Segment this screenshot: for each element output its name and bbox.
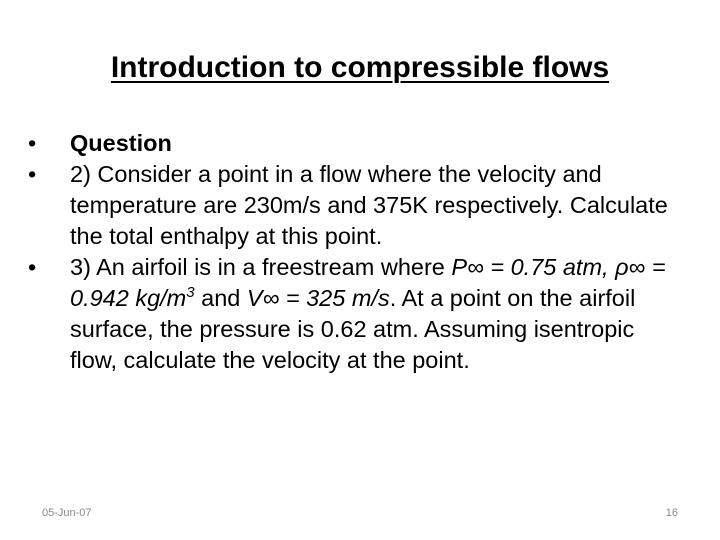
- bullet-question-3-intro: 3) An airfoil is in a freestream where: [70, 254, 452, 280]
- bullet-question-3-rest: . At a point on the airfoil surface, the pressure is 0.62 atm. Assuming isentropic flow, calculate the velocity at the point.: [70, 285, 636, 373]
- bullet-question-3-velocity: V∞ = 325 m/s: [246, 285, 390, 311]
- bullet-question-3: [28, 252, 678, 376]
- bullet-dot-icon: •: [28, 130, 37, 156]
- bullet-question: [28, 128, 678, 159]
- bullet-question-2: [28, 159, 678, 252]
- bullet-dot-icon: •: [28, 161, 37, 187]
- bullet-question-3-conditions: P∞ = 0.75 atm, ρ∞ = 0.942 kg/m: [70, 254, 666, 311]
- footer-date: 05-Jun-07: [42, 507, 92, 519]
- bullet-question-2-text: 2) Consider a point in a flow where the velocity and temperature are 230m/s and 375K respectively. Calculate the total enthalpy at this point.: [70, 161, 668, 249]
- bullet-list: [28, 128, 678, 376]
- footer-page-number: 16: [665, 507, 678, 519]
- bullet-question-3-superscript: 3: [186, 284, 195, 301]
- slide-title-text: Introduction to compressible flows: [110, 51, 610, 84]
- bullet-question-3-and: and: [194, 285, 247, 311]
- bullet-question-text: Question: [70, 130, 172, 156]
- slide-title: [0, 48, 720, 88]
- bullet-dot-icon: •: [28, 254, 37, 280]
